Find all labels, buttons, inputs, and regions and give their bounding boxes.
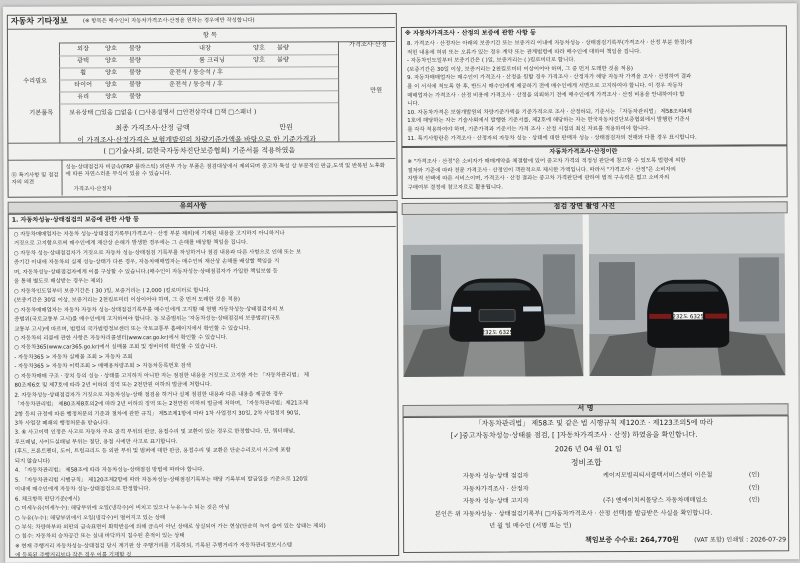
caution-line: ※ 현재 주행거리 자동차성능·상태점검 당시 계기판 상 주행거리를 기록하되, 기록된 주행거리가 자동차관리정보시스템 [15, 542, 292, 550]
front-plate: 232도 6325 [481, 330, 514, 337]
repair-row-right-bad: 불량 [277, 56, 290, 64]
price-basis-line2: ( □기술사회, ☑한국자동차진단보증협회) 기준서를 적용하였음 [103, 146, 296, 156]
items-header: 항 목 [202, 31, 217, 39]
price-guarantee-line: 11. 특기사항란은 가격조사 · 산정자의 자동차 성능 · 상태에 대한 판매자 성능 · 상태점검자의 전해와 다를 경우 표시합니다. [407, 134, 697, 142]
photos-title: 점검 장면 촬영 사진 [553, 202, 616, 211]
signature-date: 2026 년 04 월 01 일 [554, 445, 622, 454]
caution-line: 이내에 매수인에게 자동차 성능·상태점검으로 한정합니다. [14, 486, 151, 493]
caution-line: 을 통해 별도로 배상받는 경우는 제외) [13, 278, 103, 285]
inspection-form-paper [3, 3, 799, 562]
caution-line: 2. 자동차성능·상태점검자가 거짓으로 자동차성능·상태 점검을 하거나 실제 점검한 내용과 다른 내용을 제공한 경우 [14, 391, 284, 399]
repair-row-good: 양호 [105, 93, 118, 101]
appraisal-notice-line: 구매여부 결정에 참고자료로 활용됩니다. [407, 184, 503, 191]
signer-name: (주) 엔에이치씨몰당스 자동차매매업소 [602, 496, 708, 505]
repair-row-bad: 불량 [129, 93, 142, 101]
repair-label: 수리필요 [23, 77, 48, 85]
vehicle-info-title: 자동차 기타정보 [10, 16, 68, 26]
guarantee-fee: 책임보증 수수료: 264,770원 [585, 535, 679, 545]
signer-name: 케이지모빌리티서클택서비스센터 이은철 [602, 471, 713, 480]
buyer-row: 년 월 일 매수인 (서명 또는 인) [489, 522, 572, 530]
caution-line: 5. 「자동차관리법 시행규칙」 제120조제2항에 따라 자동차성능·상태점검기록부는 해당 기록부의 발급일을 기준으로 120일 [14, 476, 308, 484]
repair-row-bad: 불량 [129, 57, 142, 65]
repair-row-label: 타이어 [74, 81, 93, 89]
repair-row-right: 내장 [198, 44, 211, 52]
caution-line: - 자동차365 > 자동차 이력조회 > 매매용차량조회 > 자동차등록번호 검색 [14, 363, 191, 370]
appraisal-notice-line: ※ "가격조사 · 산정"은 소비자가 매매계약을 체결함에 있어 중고차 가격의 적정성 판단에 참고할 수 있도록 법령에 의한 [407, 157, 686, 165]
rear-plate: 232도 6325 [672, 314, 704, 321]
signer-seal: (인) [748, 483, 760, 491]
caution-title: 유의사항 [179, 201, 207, 210]
repair-row-bad: 불량 [128, 45, 141, 53]
price-guarantee-line: 1호에 해당하는 자는 기술사회에서 발행한 기준서를, 제2호에 해당하는 자는 한국자동차진단보증협회에서 발행한 기준서 [407, 117, 690, 125]
signature-title: 서 명 [577, 404, 594, 413]
price-guarantee-line: 10. 자동차가격은 보험개발원의 차량기준가액을 기준가격으로 조사 · 산정하되, 기준서는 「자동차관리법」 제58조의4제 [407, 108, 692, 116]
guarantee-fee-note: (VAT 포함) 인쇄일 : 2026-07-29 [694, 536, 787, 544]
final-price-unit: 만원 [279, 123, 293, 132]
basic-items-text: 보유상태 □있음 □없음 ( □사용설명서 □안전삼각대 □잭 □스패너 ) [69, 108, 257, 117]
caution-line: 증기간 이내에 자동차의 실제 성능·상태가 다른 경우, 자동차매매업자는 매수인의 재산상 손해를 배상할 책임을 지 [13, 258, 280, 267]
repair-row-right: 운전석 / 동승석 / 후 [169, 68, 223, 77]
caution-line: ○ 자동차365(www.car365.go.kr)에서 실매물 조회 및 정비이력 확인할 수 있습니다. [14, 344, 218, 352]
inspection-company: 정비조합 [570, 458, 602, 468]
special-notes-text: 성능·상태점검자 비금속(FRP 플라스틱) 외판부 가능 부품은 점검대상에서 제외되며 중고차 특성 상 부분적인 판금,도색 및 반복된 노후화에 따른 자연스러운 부식이 있을 수 있습니다. [65, 163, 385, 178]
signer-seal: (인) [748, 496, 760, 504]
caution-line: (보증기간은 30일 이상, 보증거리는 2천킬로미터 이상이어야 하며, 그 중 먼저 도래한 것을 적용) [14, 296, 241, 304]
price-guarantee-line: 9. 자동차매매업자는 매수인이 가격조사 · 산정을 원할 경우 가격조사 · 산정자가 해당 자동차 가격을 조사 · 산정하여 결과 [407, 74, 692, 82]
signature-statement-2: [✓]중고자동차성능·상태를 점검, [ ]자동차가격조사 · 산정) 하였음을 확인합니다. [450, 430, 698, 440]
repair-row-right-good: 양호 [253, 56, 266, 64]
repair-row-label: 유리 [77, 93, 90, 101]
appraisal-notice-title: 자동차가격조사·산정이란 [549, 148, 618, 156]
caution-line: 2항 등의 규정에 따른 행정처분의 기준과 절차에 관한 규칙」 제5조제1항에 따라 1차 사업정지 30일, 2차 사업정지 90일, [14, 409, 301, 418]
special-notes-appraiser: 가격조사·산정자 [73, 186, 112, 193]
price-basis-line: 이 가격조사·산정가격은 보험개발원의 차량기준가액을 바탕으로 한 기준가격과 [77, 135, 317, 145]
price-guarantee-items [3, 3, 797, 6]
caution-line: (후드, 프론트펜더, 도어, 트렁크리드 등 외판 부위 및 범퍼에 대한 판금, 용접수리 및 교환은 단순수리로서 사고에 포함 [14, 447, 291, 456]
caution-line: 4. 「자동차관리법」 제58조에 따라 자동차성능·상태점검 방법에 따라야 합니다. [14, 467, 205, 474]
repair-row-label: 외장 [76, 45, 89, 53]
signature-statement-1: 「자동차관리법」 제58조 및 같은 법 시행규칙 제120조 · 제123조의5에 따라 [474, 418, 714, 428]
repair-row-good: 양호 [105, 81, 118, 89]
caution-line: 80조제6호 및 제7호에 따라 2년 이하의 징역 또는 2천만원 이하의 벌금에 처합니다. [14, 382, 212, 389]
price-guarantee-title: ※ 자동차가격조사 · 산정의 보증에 관한 사항 등 [404, 29, 536, 37]
caution-line: ○ 자동차매매 구조 · 장치 등의 성능 · 상태를 고지하지 아니한 자는 점검한 내용을 거짓으로 고지한 자는 「자동차관리법」 제 [14, 372, 309, 380]
caution-line: 교통부 고시)에 따르며, 법령의 국가법령정보센터 또는 국토교통부 홈페이지에서 확인할 수 있습니다. [14, 325, 251, 333]
price-guarantee-line: (보증기간은 30일 이상, 보증거리는 2천킬로미터 이상이어야 하며, 그 중 먼저 도래한 것을 적용) [407, 65, 634, 73]
front-inspection-photo [403, 214, 584, 377]
signer-label: 본인은 위 자동차성능 · 상태점검기록부( □자동차가격조사 · 산정 선택)를 발급받은 사실을 확인합니다. [434, 509, 713, 518]
caution-line: ○ 부식: 차량하부와 외판의 금속표면이 화학반응에 의해 금속이 아닌 상태로 상실되어 가는 현상(단순히 녹이 슬어 있는 상태는 제외) [15, 523, 326, 531]
repair-rows [3, 3, 797, 6]
repair-row-label: 휠 [80, 69, 87, 77]
repair-row-good: 양호 [105, 69, 118, 77]
repair-row-right-bad: 불량 [276, 44, 289, 52]
repair-row-right-good: 양호 [252, 44, 265, 52]
caution-line: ○ 자동차의 리콜에 관한 사항은 자동차리콜센터(www.car.go.kr)에서 확인할 수 있습니다. [14, 334, 228, 342]
vehicle-info-note: (※ 항목은 매수인이 자동차가격조사·산정을 원하는 경우에만 작성합니다) [82, 17, 255, 25]
signer-label: 자동차 성능·상태 점검자 [462, 472, 529, 480]
price-guarantee-line: 적힌 내용에 허위 또는 오류가 있는 경우 계약 또는 관계법령에 따라 매수인에 대하여 책임을 집니다. [406, 48, 642, 56]
caution-line: 3차 사업장 폐쇄의 행정처분을 받습니다. [14, 420, 110, 427]
repair-row-bad: 불량 [129, 81, 142, 89]
caution-line: 에 등록된 주행거리보다 작은 경우 이를 기재할 것 [15, 552, 132, 559]
price-guarantee-line: 를 각각 적용하여야 하며, 기준가격과 기준서는 가격 조사 · 산정 시점의 최신 자료를 적용하여야 합니다. [407, 125, 650, 133]
repair-row-right: 운전석 / 동승석 / 후 [169, 80, 224, 89]
caution-line: ○ 침수: 자동차의 승차공간 또는 실내 바닥까지 침수된 흔적이 있는 상태 [15, 533, 185, 541]
final-price-label: 최종 가격조사·산정 금액 [115, 123, 190, 133]
appraisal-notice-lines [3, 3, 797, 6]
basic-items-label: 기본품목 [29, 109, 54, 117]
repair-row-good: 양호 [104, 45, 117, 53]
caution-line: ○ 누유(누수): 해당부위에서 오일(냉각수)이 떨어지고 있는 상태 [15, 514, 166, 522]
repair-row-label: 광택 [77, 57, 90, 65]
signer-seal: (인) [748, 471, 760, 479]
price-guarantee-line: 니다. [407, 101, 420, 108]
repair-row-right: 룸 크리닝 [199, 56, 225, 64]
signature-rows [3, 3, 797, 6]
caution-line: ○ 미세누유(미세누수): 해당부위에 오일(냉각수)이 비치고 있으나 누유·누수 되는 것은 아님 [14, 504, 230, 512]
appraisal-notice-line: 절차와 기준에 따라 전문 가격조사 · 산정인이 객관적으로 제시한 가액입니다. 따라서 "가격조사 · 산정"은 소비자의 [407, 166, 676, 174]
caution-line: 거짓으로 고지함으로써 매수인에게 재산상 손해가 발생한 경우에는 그 손해를 배상할 책임을 집니다. [13, 240, 248, 248]
price-guarantee-line: - 자동차인도일부터 보증기간은 ( )일, 보증거리는 ( )킬로미터로 합니다. [407, 57, 576, 65]
caution-line: ○ 자동차매매업자는 자동차 성능·상태점검기록부(가격조사 · 산정 부분 제외)에 기재된 내용을 고지하지 아니하거나 [13, 230, 285, 238]
caution-line: 「자동차관리법」 제80조제8호의2에 따라 2년 이하의 징역 또는 2천만원 이하의 벌금에 처하며, 「자동차관리법」제21조제 [14, 400, 309, 408]
caution-subtitle: 1. 자동차성능·상태점검의 보증에 관한 사항 등 [11, 216, 140, 224]
caution-paragraphs [3, 3, 797, 6]
unit-won: 만원 [370, 87, 383, 95]
price-guarantee-line: 매매업자는 가격조사 · 산정 비용에 가격조사 · 산정을 의뢰하기 전에 매수인에게 가격조사 · 산정 비용을 안내하여야 합 [407, 91, 685, 99]
repair-row-bad: 불량 [129, 69, 142, 77]
price-guarantee-line: 8. 가격조사 · 산정자는 아래의 보증기간 또는 보증거리 이내에 자동차성능 · 상태점검기록부(가격조사 · 산정 부분 한정)에 [406, 39, 692, 47]
repair-row-good: 양호 [105, 57, 118, 65]
signer-label: 자동차가격조사 · 산정자 [462, 484, 529, 493]
special-notes-label: ⑪ 특기사항 및 점검자의 의견 [11, 172, 59, 186]
caution-line: 되지 않습니다) [14, 458, 50, 465]
appraisal-notice-line: 자발적 선택에 따른 서비스이며, 가격조사 · 산정 결과는 중고차 가격판단에 관하여 법적 구속력은 없고 소비자의 [407, 174, 670, 182]
caution-line: - 자동차365 > 자동차 실매물 조회 > 자동차 조회 [14, 354, 133, 361]
caution-line: 6. 체크항목 판단기준(예시) [14, 495, 80, 503]
price-col-header: 가격조사·산정 [348, 41, 387, 49]
caution-line: ○ 자동차 성능·상태점검자가 거짓으로 자동차 성능·상태점검 기록부를 작성하거나 점검 내용과 다른 사항으로 인해 또는 보 [13, 249, 302, 257]
caution-line: 루프패널, 사이드실패널 부위는 절단, 용접 시에만 사고로 표기합니다. [14, 438, 178, 446]
rear-inspection-photo [589, 213, 786, 376]
caution-line: ○ 자동차매매업자는 자동차 자동차 성능·상태점검기록부를 매수인에게 고지할 때 현행 자동차성능·상태점검자의 보 [14, 306, 285, 314]
signer-label: 자동차 성능·상태 고지자 [462, 497, 529, 505]
caution-line: 며, 자동차성능·상태점검자에게 이를 구상할 수 있습니다.(매수인이 자동차성능·상태점검자가 가입한 책임보험 등 [13, 268, 278, 276]
caution-line: ○ 자동차인도일부터 보증기간은 ( 30 )일, 보증거리는 ( 2,000 )킬로미터로 합니다. [14, 287, 211, 295]
caution-line: 3. ⑥ 사고이력 인정은 사고로 자동차 주요 골격 부위의 판금, 용접수리 및 교환이 있는 경우로 한정합니다. 단, 쿼터패널, [14, 428, 295, 437]
price-guarantee-line: 를 이 서식에 적도록 한 후, 반드시 매수인에게 제공하기 전에 매수인에게 서면으로 고지하여야 합니다. 이 경우 자동차 [407, 82, 683, 90]
caution-line: 증범위(국토교통부 고시)를 매수인에게 고지하여야 합니다. 동 보증범위는 '자동차성능·상태점검의 보증범위'(국토 [14, 315, 281, 323]
